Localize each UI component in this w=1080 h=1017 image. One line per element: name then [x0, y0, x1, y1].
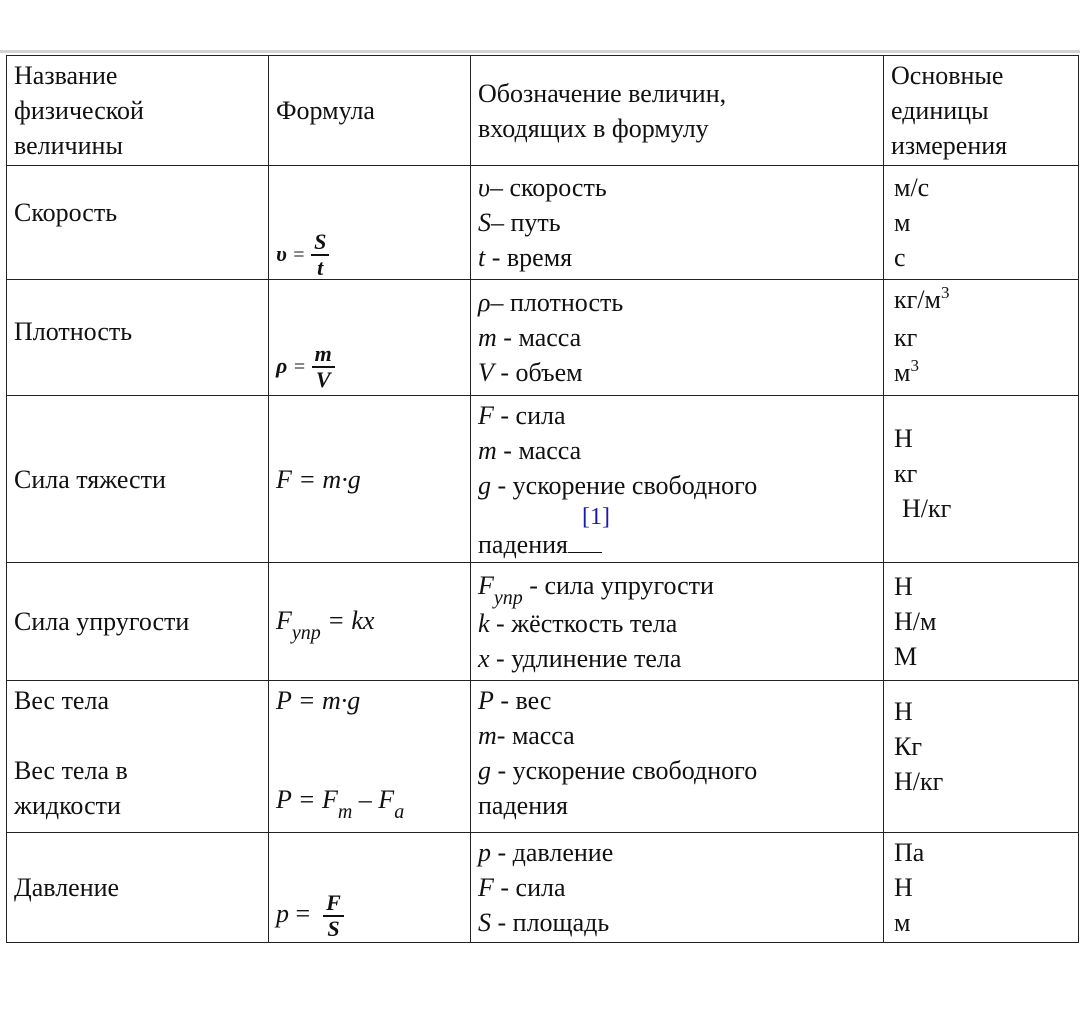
- formula-eq: =: [293, 355, 306, 378]
- underline-blank: [568, 530, 602, 553]
- symbol-desc: - время: [485, 243, 573, 272]
- top-rule: [0, 50, 1080, 53]
- formula-weight-liquid: P = F: [276, 785, 338, 814]
- symbol: V: [478, 358, 494, 387]
- symbol-desc: - масса: [496, 721, 575, 750]
- cell-units: [884, 833, 1079, 943]
- header-units-line: измерения: [891, 131, 1008, 160]
- symbol: m: [478, 323, 497, 352]
- formula-fraction: [312, 343, 335, 391]
- formula-symbol: ρ: [276, 352, 288, 378]
- cell-symbols: [471, 396, 884, 563]
- header-symbols-line: Обозначение величин,: [478, 78, 727, 108]
- header-name-line: физической: [14, 96, 144, 125]
- physics-formulas-table: [6, 55, 1079, 943]
- fraction-denominator: S: [327, 916, 340, 941]
- cell-formula: [269, 681, 471, 833]
- symbol: g: [478, 471, 491, 500]
- symbol-desc: - ускорение свободного: [491, 756, 758, 785]
- symbol: F: [478, 401, 494, 430]
- cell-units: [884, 396, 1079, 563]
- unit: м: [894, 908, 911, 937]
- symbol-desc: - сила: [493, 401, 566, 430]
- symbol: p: [478, 838, 491, 867]
- formula-subscript: a: [394, 801, 405, 823]
- unit: м: [894, 358, 911, 387]
- symbol-desc: - масса: [496, 436, 582, 465]
- cell-symbols: [471, 833, 884, 943]
- symbol: k: [478, 608, 490, 638]
- symbol-desc: – плотность: [490, 288, 624, 317]
- row-weight: [7, 681, 1079, 833]
- fraction-numerator: m: [312, 343, 335, 368]
- formula-fraction: [323, 892, 344, 940]
- symbol-desc: - объем: [493, 358, 583, 387]
- symbol-desc: падения: [478, 791, 569, 820]
- cell-name: Сила упругости: [7, 563, 269, 681]
- header-units: [884, 56, 1079, 166]
- cell-formula: [269, 833, 471, 943]
- symbol: m: [478, 721, 497, 750]
- symbol-desc: – путь: [491, 208, 561, 237]
- symbol: F: [478, 570, 494, 600]
- formula-rest: = kx: [320, 605, 375, 635]
- header-symbols: [471, 56, 884, 166]
- cell-symbols: [471, 681, 884, 833]
- formula: F = m·g: [276, 464, 361, 494]
- row-elastic: [7, 563, 1079, 681]
- footnote-ref-link[interactable]: [1]: [582, 504, 610, 530]
- cell-formula: [269, 563, 471, 681]
- row-speed: [7, 166, 1079, 280]
- symbol-desc: - давление: [491, 838, 614, 867]
- cell-name: Плотность: [7, 280, 269, 396]
- symbol: m: [478, 436, 497, 465]
- symbol: g: [478, 756, 491, 785]
- cell-name: [7, 681, 269, 833]
- symbol: υ: [478, 173, 490, 202]
- symbol-desc: падения: [478, 530, 569, 559]
- name-weight-liquid: жидкости: [14, 791, 121, 820]
- unit: кг: [894, 458, 918, 488]
- unit: Н: [894, 873, 913, 902]
- unit-exponent: 3: [940, 283, 950, 302]
- formula-weight-liquid-mid: – F: [352, 785, 395, 814]
- unit: Па: [894, 838, 925, 867]
- header-units-line: Основные: [891, 61, 1004, 90]
- unit: с: [894, 243, 906, 272]
- cell-symbols: [471, 166, 884, 280]
- symbol-desc: - вес: [493, 686, 552, 715]
- cell-symbols: [471, 280, 884, 396]
- symbol-desc: - площадь: [491, 908, 610, 937]
- symbol-desc: - ускорение свободного: [491, 471, 758, 500]
- symbol-desc: - сила: [493, 873, 566, 902]
- symbol: t: [478, 243, 486, 272]
- header-symbols-line: входящих в формулу: [478, 113, 709, 143]
- unit-exponent: 3: [910, 356, 919, 375]
- cell-name: Сила тяжести: [7, 396, 269, 563]
- cell-formula: [269, 396, 471, 563]
- formula-weight: P = m·g: [276, 686, 361, 715]
- symbol: F: [478, 873, 494, 902]
- fraction-denominator: t: [317, 255, 324, 280]
- row-pressure: [7, 833, 1079, 943]
- fraction-denominator: V: [315, 367, 331, 392]
- symbol-desc: - сила упругости: [522, 570, 714, 600]
- header-formula: Формула: [269, 56, 471, 166]
- formula-subscript: упр: [291, 621, 321, 644]
- unit: М: [894, 642, 918, 671]
- formula-fraction: [311, 231, 329, 279]
- header-name-line: величины: [14, 131, 123, 160]
- fraction-numerator: F: [323, 892, 344, 917]
- name-weight: Вес тела: [14, 686, 109, 715]
- cell-units: [884, 681, 1079, 833]
- symbol: P: [478, 686, 494, 715]
- formula-eq: =: [289, 898, 317, 928]
- cell-formula: [269, 166, 471, 280]
- fraction-numerator: S: [311, 231, 329, 256]
- header-name: [7, 56, 269, 166]
- symbol-desc: - масса: [496, 323, 582, 352]
- header-row: [7, 56, 1079, 166]
- unit: Н: [894, 423, 913, 453]
- symbol: S: [478, 208, 491, 237]
- row-density: [7, 280, 1079, 396]
- cell-name: Скорость: [7, 166, 269, 280]
- formula-eq: =: [293, 243, 305, 266]
- symbol: S: [478, 908, 491, 937]
- unit: кг/м: [894, 285, 941, 314]
- header-units-line: единицы: [891, 96, 989, 125]
- cell-symbols: [471, 563, 884, 681]
- formula-symbol: υ: [276, 240, 287, 266]
- header-name-line: Название: [14, 61, 118, 90]
- symbol-desc: - удлинение тела: [489, 643, 682, 673]
- unit: Н: [894, 697, 913, 726]
- unit: Н/кг: [894, 767, 944, 796]
- unit: Н: [894, 572, 913, 601]
- unit: м/с: [894, 173, 930, 202]
- formula-symbol: p: [276, 898, 289, 928]
- cell-units: [884, 280, 1079, 396]
- unit: Н/м: [894, 607, 937, 636]
- formula-symbol: F: [276, 605, 292, 635]
- name-weight-liquid: Вес тела в: [14, 756, 128, 785]
- cell-formula: [269, 280, 471, 396]
- cell-units: [884, 166, 1079, 280]
- symbol: x: [478, 643, 490, 673]
- cell-units: [884, 563, 1079, 681]
- unit: Н/кг: [902, 493, 952, 523]
- unit: м: [894, 208, 911, 237]
- symbol-desc: – скорость: [489, 173, 607, 202]
- row-gravity: [7, 396, 1079, 563]
- unit: Кг: [894, 732, 923, 761]
- symbol-subscript: упр: [493, 586, 523, 609]
- unit: кг: [894, 323, 918, 352]
- symbol-desc: - жёсткость тела: [489, 608, 678, 638]
- symbol: ρ: [478, 288, 491, 317]
- formula-subscript: т: [337, 801, 353, 823]
- cell-name: Давление: [7, 833, 269, 943]
